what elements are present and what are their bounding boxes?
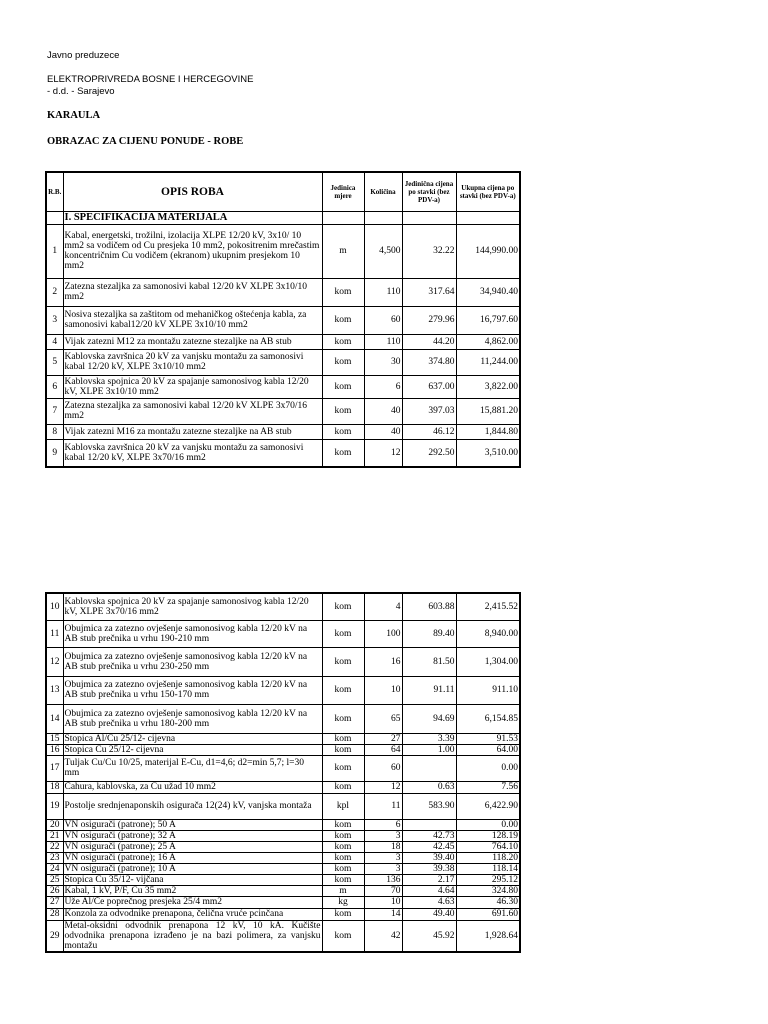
row-unit-price: 39.38: [402, 863, 456, 874]
row-number: 8: [46, 424, 63, 439]
row-unit-price: 91.11: [402, 676, 456, 704]
row-unit: kom: [322, 278, 364, 306]
row-number: 4: [46, 334, 63, 349]
row-unit: kom: [322, 349, 364, 375]
specification-table-2: [45, 592, 521, 953]
row-unit: m: [322, 885, 364, 896]
table-row: [46, 744, 520, 755]
header-total: Ukupna cijena po stavki (bez PDV-a): [456, 172, 520, 211]
row-number: 14: [46, 704, 63, 733]
row-quantity: 42: [364, 920, 402, 952]
row-description: Metal-oksidni odvodnik prenapona 12 kV, 10 kA. Kučište odvodnika prenapona izrađeno je na bazi polimera, za vanjsku montažu: [64, 920, 321, 951]
row-unit: m: [322, 224, 364, 278]
row-quantity: 4,500: [364, 224, 402, 278]
row-unit-price: 0.63: [402, 781, 456, 793]
row-description: Kablovska završnica 20 kV za vanjsku montažu za samonosivi kabal 12/20 kV, XLPE 3x70/16 mm2: [63, 439, 322, 467]
table-row: [46, 920, 520, 952]
row-number: 15: [46, 733, 63, 744]
row-unit: kom: [322, 439, 364, 467]
row-unit-price: 1.00: [402, 744, 456, 755]
row-description: Obujmica za zatezno ovješenje samonosivog kabla 12/20 kV na AB stub prečnika u vrhu 180-200 mm: [63, 704, 322, 733]
row-unit-price: 45.92: [402, 920, 456, 952]
row-quantity: 4: [364, 593, 402, 620]
company-location: - d.d. - Sarajevo: [47, 86, 115, 97]
row-description: VN osigurači (patrone); 50 A: [63, 819, 322, 830]
row-number: 11: [46, 620, 63, 647]
row-unit: kom: [322, 398, 364, 424]
row-number: 16: [46, 744, 63, 755]
row-unit-price: [402, 755, 456, 781]
row-number: 6: [46, 375, 63, 398]
row-description: Kablovska spojnica 20 kV za spajanje samonosivog kabla 12/20 kV, XLPE 3x70/16 mm2: [63, 593, 322, 620]
row-total: 34,940.40: [456, 278, 520, 306]
row-unit-price: 32.22: [402, 224, 456, 278]
row-total: 144,990.00: [456, 224, 520, 278]
row-quantity: 64: [364, 744, 402, 755]
row-quantity: 12: [364, 781, 402, 793]
row-description: Obujmica za zatezno ovješenje samonosivog kabla 12/20 kV na AB stub prečnika u vrhu 230-250 mm: [63, 647, 322, 676]
row-quantity: 6: [364, 375, 402, 398]
table-row: [46, 704, 520, 733]
table-row: [46, 755, 520, 781]
table-row: [46, 349, 520, 375]
row-total: 1,928.64: [456, 920, 520, 952]
row-unit-price: 397.03: [402, 398, 456, 424]
table-row: [46, 593, 520, 620]
row-description: Kablovska završnica 20 kV za vanjsku montažu za samonosivi kabal 12/20 kV, XLPE 3x10/10 mm2: [63, 349, 322, 375]
table-row: [46, 224, 520, 278]
header-description: OPIS ROBA: [63, 172, 322, 211]
row-total: 295.12: [456, 874, 520, 885]
row-total: 46.30: [456, 896, 520, 908]
header-qty: Količina: [364, 172, 402, 211]
row-total: 764.10: [456, 841, 520, 852]
table-row: [46, 620, 520, 647]
table-row: [46, 424, 520, 439]
row-number: 9: [46, 439, 63, 467]
row-total: 324.80: [456, 885, 520, 896]
row-unit-price: 279.96: [402, 306, 456, 334]
row-total: 3,822.00: [456, 375, 520, 398]
row-unit-price: 4.64: [402, 885, 456, 896]
row-description: Stopica Al/Cu 25/12- cijevna: [63, 733, 322, 744]
site-name: KARAULA: [47, 110, 101, 121]
row-quantity: 40: [364, 424, 402, 439]
row-number: 13: [46, 676, 63, 704]
row-number: 22: [46, 841, 63, 852]
row-quantity: 136: [364, 874, 402, 885]
row-unit: kom: [322, 781, 364, 793]
row-number: 2: [46, 278, 63, 306]
row-unit: kom: [322, 819, 364, 830]
row-number: 1: [46, 224, 63, 278]
row-quantity: 27: [364, 733, 402, 744]
row-unit-price: 292.50: [402, 439, 456, 467]
table-row: [46, 896, 520, 908]
row-description: Obujmica za zatezno ovješenje samonosivog kabla 12/20 kV na AB stub prečnika u vrhu 190-210 mm: [63, 620, 322, 647]
row-unit-price: 94.69: [402, 704, 456, 733]
row-unit: kom: [322, 863, 364, 874]
row-total: 64.00: [456, 744, 520, 755]
row-unit: kom: [322, 620, 364, 647]
row-number: 3: [46, 306, 63, 334]
row-number: 27: [46, 896, 63, 908]
row-unit: kom: [322, 852, 364, 863]
section-title: I. SPECIFIKACIJA MATERIJALA: [63, 211, 322, 224]
row-description: Stopica Cu 25/12- cijevna: [63, 744, 322, 755]
row-description: Obujmica za zatezno ovješenje samonosivog kabla 12/20 kV na AB stub prečnika u vrhu 150-170 mm: [63, 676, 322, 704]
row-total: 11,244.00: [456, 349, 520, 375]
row-description: Uže Al/Če poprečnog presjeka 25/4 mm2: [63, 896, 322, 908]
row-number: 7: [46, 398, 63, 424]
row-unit-price: 374.80: [402, 349, 456, 375]
table-row: [46, 841, 520, 852]
table-row: [46, 375, 520, 398]
row-unit-price: 49.40: [402, 908, 456, 920]
table-row: [46, 439, 520, 467]
row-description: Kabal, energetski, trožilni, izolacija XLPE 12/20 kV, 3x10/ 10 mm2 sa vodičem od Cu presjeka 10 mm2, pokositrenim mrečastim koncentričnim Cu vodičem (ekranom) ukupnim presjekom 10 mm2: [63, 224, 322, 278]
row-total: 911.10: [456, 676, 520, 704]
row-total: 8,940.00: [456, 620, 520, 647]
form-title: OBRAZAC ZA CIJENU PONUDE - ROBE: [47, 136, 244, 147]
row-unit-price: 46.12: [402, 424, 456, 439]
row-number: 24: [46, 863, 63, 874]
row-quantity: 14: [364, 908, 402, 920]
row-description: Postolje srednjenaponskih osigurača 12(24) kV, vanjska montaža: [63, 793, 322, 819]
table-row: [46, 398, 520, 424]
row-quantity: 6: [364, 819, 402, 830]
row-total: 2,415.52: [456, 593, 520, 620]
table-row: [46, 885, 520, 896]
row-quantity: 3: [364, 863, 402, 874]
row-description: Čahura, kablovska, za Cu užad 10 mm2: [63, 781, 322, 793]
row-quantity: 3: [364, 852, 402, 863]
row-quantity: 60: [364, 755, 402, 781]
company-type: Javno preduzece: [47, 50, 120, 61]
row-total: 6,154.85: [456, 704, 520, 733]
row-number: 12: [46, 647, 63, 676]
row-number: 5: [46, 349, 63, 375]
row-unit: kom: [322, 424, 364, 439]
row-description: VN osigurači (patrone); 32 A: [63, 830, 322, 841]
row-unit: kom: [322, 334, 364, 349]
row-total: 91.53: [456, 733, 520, 744]
row-unit: kom: [322, 593, 364, 620]
table-row: [46, 278, 520, 306]
row-unit-price: 2.17: [402, 874, 456, 885]
table-row: [46, 819, 520, 830]
row-quantity: 60: [364, 306, 402, 334]
row-number: 19: [46, 793, 63, 819]
row-unit-price: 583.90: [402, 793, 456, 819]
row-quantity: 110: [364, 334, 402, 349]
row-unit: kom: [322, 704, 364, 733]
row-description: Vijak zatezni M12 za montažu zatezne stezaljke na AB stub: [63, 334, 322, 349]
row-quantity: 3: [364, 830, 402, 841]
table-row: [46, 908, 520, 920]
row-unit-price: 4.63: [402, 896, 456, 908]
row-total: 0.00: [456, 819, 520, 830]
row-number: 21: [46, 830, 63, 841]
row-unit-price: 39.40: [402, 852, 456, 863]
table-row: [46, 874, 520, 885]
row-unit: kom: [322, 744, 364, 755]
row-quantity: 30: [364, 349, 402, 375]
row-number: 26: [46, 885, 63, 896]
row-description: Kabal, 1 kV, P/F, Cu 35 mm2: [63, 885, 322, 896]
row-unit: kom: [322, 830, 364, 841]
section-rb: [46, 211, 63, 224]
row-description: VN osigurači (patrone); 16 A: [63, 852, 322, 863]
row-quantity: 10: [364, 896, 402, 908]
row-unit: kom: [322, 920, 364, 952]
row-description: Tuljak Cu/Cu 10/25, materijal E-Cu, d1=4,6; d2=min 5,7; l=30 mm: [63, 755, 322, 781]
row-unit-price: 42.73: [402, 830, 456, 841]
row-total: 128.19: [456, 830, 520, 841]
row-number: 28: [46, 908, 63, 920]
row-total: 1,304.00: [456, 647, 520, 676]
row-total: 118.14: [456, 863, 520, 874]
row-quantity: 12: [364, 439, 402, 467]
table-row: [46, 852, 520, 863]
table-row: [46, 863, 520, 874]
row-description: Stopica Cu 35/12- vijčana: [63, 874, 322, 885]
row-total: 3,510.00: [456, 439, 520, 467]
row-unit-price: 44.20: [402, 334, 456, 349]
row-description: Kablovska spojnica 20 kV za spajanje samonosivog kabla 12/20 kV, XLPE 3x10/10 mm2: [63, 375, 322, 398]
row-number: 25: [46, 874, 63, 885]
row-quantity: 70: [364, 885, 402, 896]
row-number: 18: [46, 781, 63, 793]
row-number: 23: [46, 852, 63, 863]
row-quantity: 11: [364, 793, 402, 819]
header-unit-price: Jedinična cijena po stavki (bez PDV-a): [402, 172, 456, 211]
row-unit-price: 3.39: [402, 733, 456, 744]
row-description: Zatezna stezaljka za samonosivi kabal 12/20 kV XLPE 3x10/10 mm2: [63, 278, 322, 306]
header-unit: Jedinica mjere: [322, 172, 364, 211]
row-description: Vijak zatezni M16 za montažu zatezne stezaljke na AB stub: [63, 424, 322, 439]
row-unit: kom: [322, 755, 364, 781]
row-unit: kg: [322, 896, 364, 908]
row-description: Konzola za odvodnike prenapona, čelična vruće pcinčana: [63, 908, 322, 920]
row-unit-price: [402, 819, 456, 830]
row-total: 1,844.80: [456, 424, 520, 439]
row-number: 29: [46, 920, 63, 952]
row-quantity: 100: [364, 620, 402, 647]
row-description: Zatezna stezaljka za samonosivi kabal 12/20 kV XLPE 3x70/16 mm2: [63, 398, 322, 424]
row-unit: kom: [322, 676, 364, 704]
row-quantity: 40: [364, 398, 402, 424]
row-unit: kom: [322, 647, 364, 676]
row-description: VN osigurači (patrone); 25 A: [63, 841, 322, 852]
row-total: 691.60: [456, 908, 520, 920]
row-unit-price: 81.50: [402, 647, 456, 676]
row-number: 20: [46, 819, 63, 830]
row-total: 4,862.00: [456, 334, 520, 349]
company-name: ELEKTROPRIVREDA BOSNE I HERCEGOVINE: [47, 74, 254, 85]
row-unit: kom: [322, 306, 364, 334]
table-row: [46, 647, 520, 676]
row-total: 16,797.60: [456, 306, 520, 334]
header-rb: R.B.: [46, 172, 63, 211]
row-description: VN osigurači (patrone); 10 A: [63, 863, 322, 874]
row-total: 0.00: [456, 755, 520, 781]
row-unit-price: 89.40: [402, 620, 456, 647]
row-unit: kom: [322, 874, 364, 885]
row-description: Nosiva stezaljka sa zaštitom od mehaničkog oštećenja kabla, za samonosivi kabal12/20 kV XLPE 3x10/10 mm2: [63, 306, 322, 334]
row-quantity: 16: [364, 647, 402, 676]
row-unit-price: 603.88: [402, 593, 456, 620]
table-row: [46, 733, 520, 744]
row-total: 118.20: [456, 852, 520, 863]
table-row: [46, 793, 520, 819]
specification-table-1: [45, 171, 521, 468]
row-quantity: 18: [364, 841, 402, 852]
row-unit: kom: [322, 908, 364, 920]
row-total: 7.56: [456, 781, 520, 793]
row-unit-price: 637.00: [402, 375, 456, 398]
row-unit: kpl: [322, 793, 364, 819]
row-number: 10: [46, 593, 63, 620]
row-quantity: 10: [364, 676, 402, 704]
row-unit: kom: [322, 375, 364, 398]
row-number: 17: [46, 755, 63, 781]
row-unit: kom: [322, 733, 364, 744]
row-total: 6,422.90: [456, 793, 520, 819]
row-quantity: 110: [364, 278, 402, 306]
table-row: [46, 334, 520, 349]
row-quantity: 65: [364, 704, 402, 733]
row-unit-price: 317.64: [402, 278, 456, 306]
row-total: 15,881.20: [456, 398, 520, 424]
table-row: [46, 676, 520, 704]
table-row: [46, 306, 520, 334]
table-row: [46, 781, 520, 793]
row-unit-price: 42.45: [402, 841, 456, 852]
row-unit: kom: [322, 841, 364, 852]
table-row: [46, 830, 520, 841]
